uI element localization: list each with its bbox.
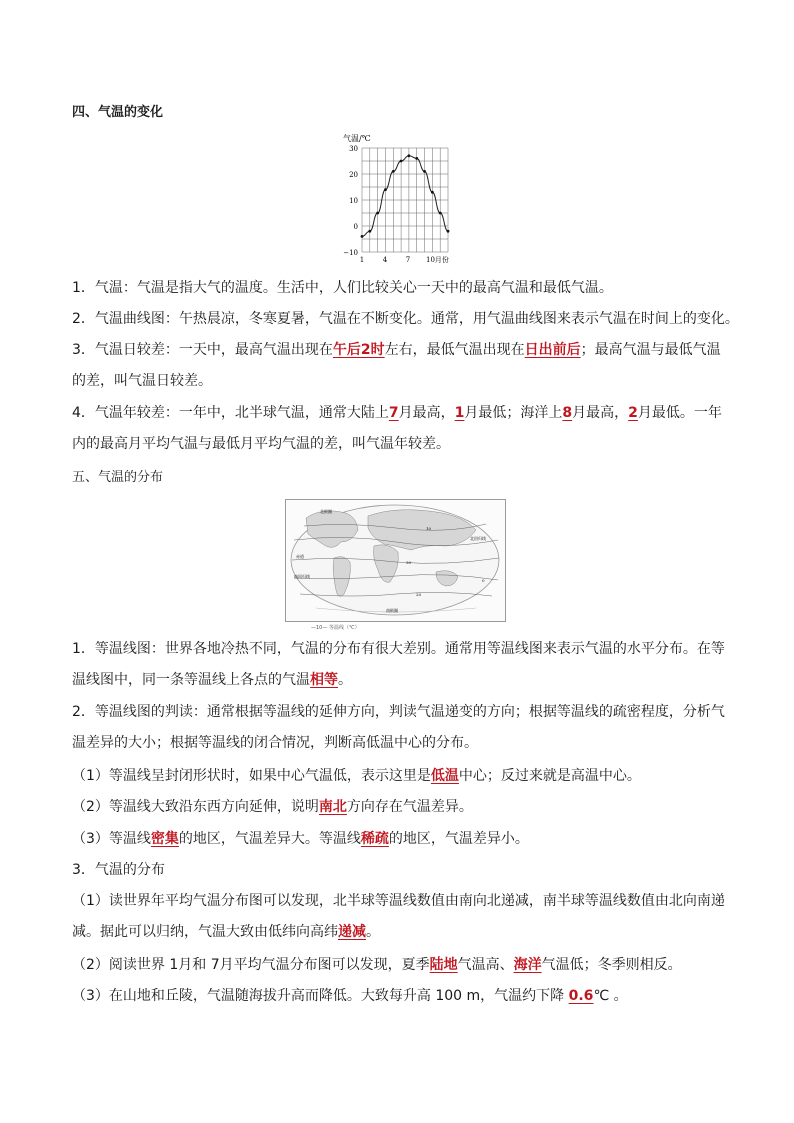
- data-point-month-6: [400, 160, 403, 163]
- answer-equal: 相等: [310, 672, 338, 688]
- map-label-20: 20: [416, 592, 422, 597]
- answer-decrease: 递减: [338, 924, 366, 940]
- answer-dense: 密集: [150, 831, 179, 847]
- s5-item-1: 1．等温线图：世界各地冷热不同，气温的分布有很大差别。通常用等温线图来表示气温的水平分布。在等温线图中，同一条等温线上各点的气温相等。: [72, 641, 725, 688]
- map-label-tropic-capricorn: 南回归线: [294, 574, 310, 579]
- data-point-month-2: [368, 230, 371, 233]
- section4-title: 四、气温的变化: [72, 105, 164, 120]
- answer-afternoon-2pm: 午后2时: [332, 342, 385, 358]
- data-point-month-5: [392, 170, 395, 173]
- s5-item-3-1: （1）读世界年平均气温分布图可以发现，北半球等温线数值由南向北递减，南半球等温线数值由北向南递减。据此可以归纳，气温大致由低纬向高纬递减。: [72, 893, 725, 940]
- map-label-antarctic: 南极圈: [386, 608, 398, 613]
- x-tick-10: 10月份: [426, 256, 449, 264]
- answer-north-south: 南北: [318, 799, 347, 815]
- s5-item-3-2: （2）阅读世界 1月和 7月平均气温分布图可以发现，夏季陆地气温高、海洋气温低；冬季则相反。: [72, 957, 682, 973]
- y-tick-labels: [343, 145, 358, 257]
- map-label-0: 0: [482, 578, 485, 583]
- s4-item-3: 3．气温日较差：一天中，最高气温出现在午后2时左右，最低气温出现在日出前后；最高气温与最低气温的差，叫气温日较差。: [72, 342, 721, 389]
- data-point-month-4: [384, 188, 387, 191]
- data-point-month-12: [447, 230, 450, 233]
- world-isotherm-map: [285, 499, 506, 622]
- y-tick-minus10: −10: [343, 249, 358, 257]
- s5-item-2: 2．等温线图的判读：通常根据等温线的延伸方向，判读气温递变的方向；根据等温线的疏密程度，分析气温差异的大小；根据等温线的闭合情况，判断高低温中心的分布。: [72, 704, 725, 751]
- map-caption: —10— 等温线（℃）: [311, 625, 360, 631]
- map-label-equator: 赤道: [296, 554, 304, 559]
- x-tick-4: 4: [382, 256, 388, 264]
- x-tick-labels: [360, 255, 449, 264]
- data-point-month-9: [423, 170, 426, 173]
- chart-ylabel: 气温/℃: [343, 134, 371, 143]
- data-point-month-1: [361, 235, 364, 238]
- answer-7: 7: [388, 405, 399, 421]
- s5-item-2-2: （2）等温线大致沿东西方向延伸，说明南北方向存在气温差异。: [72, 799, 473, 815]
- data-point-month-7: [408, 154, 411, 157]
- x-tick-1: 1: [359, 256, 365, 264]
- answer-sparse: 稀疏: [360, 831, 389, 847]
- s4-item-1: 1．气温：气温是指大气的温度。生活中，人们比较关心一天中的最高气温和最低气温。: [72, 280, 613, 296]
- answer-land: 陆地: [429, 957, 458, 973]
- temperature-curve: [362, 156, 448, 237]
- answer-2: 2: [628, 405, 638, 421]
- answer-8: 8: [562, 405, 573, 421]
- answer-1: 1: [454, 405, 465, 421]
- s5-item-3-3: （3）在山地和丘陵，气温随海拔升高而降低。大致每升高 100 m，气温约下降 0.6℃ 。: [72, 988, 628, 1004]
- answer-before-sunrise: 日出前后: [524, 342, 581, 358]
- s5-item-2-3: （3）等温线密集的地区，气温差异大。等温线稀疏的地区，气温差异小。: [72, 831, 529, 847]
- map-label-10: 10: [426, 526, 432, 531]
- s4-item-2: 2．气温曲线图：午热晨凉，冬寒夏暑，气温在不断变化。通常，用气温曲线图来表示气温在时间上的变化。: [72, 311, 739, 327]
- answer-ocean: 海洋: [513, 957, 542, 973]
- s5-item-2-1: （1）等温线呈封闭形状时，如果中心气温低，表示这里是低温中心；反过来就是高温中心。: [72, 768, 641, 784]
- data-point-month-10: [431, 191, 434, 194]
- chart-grid: [362, 148, 448, 252]
- s4-item-4: 4．气温年较差：一年中，北半球气温，通常大陆上7月最高，1月最低；海洋上8月最高，2月最低。一年内的最高月平均气温与最低月平均气温的差，叫气温年较差。: [72, 405, 722, 452]
- y-tick-30: 30: [349, 145, 358, 153]
- map-label-30: 30: [406, 560, 412, 565]
- y-tick-10: 10: [349, 197, 358, 205]
- data-point-month-11: [439, 212, 442, 215]
- data-point-month-3: [376, 212, 379, 215]
- answer-low-temp: 低温: [430, 768, 459, 784]
- answer-0-6: 0.6: [568, 988, 594, 1004]
- data-points: [361, 154, 450, 237]
- s5-item-3: 3．气温的分布: [72, 862, 165, 878]
- y-tick-20: 20: [349, 171, 358, 179]
- section5-title: 五、气温的分布: [72, 470, 164, 485]
- data-point-month-8: [415, 157, 418, 160]
- map-label-tropic-cancer: 北回归线: [470, 536, 486, 541]
- map-label-arctic: 北极圈: [320, 509, 332, 514]
- y-tick-0: 0: [353, 223, 358, 231]
- x-tick-7: 7: [405, 256, 411, 264]
